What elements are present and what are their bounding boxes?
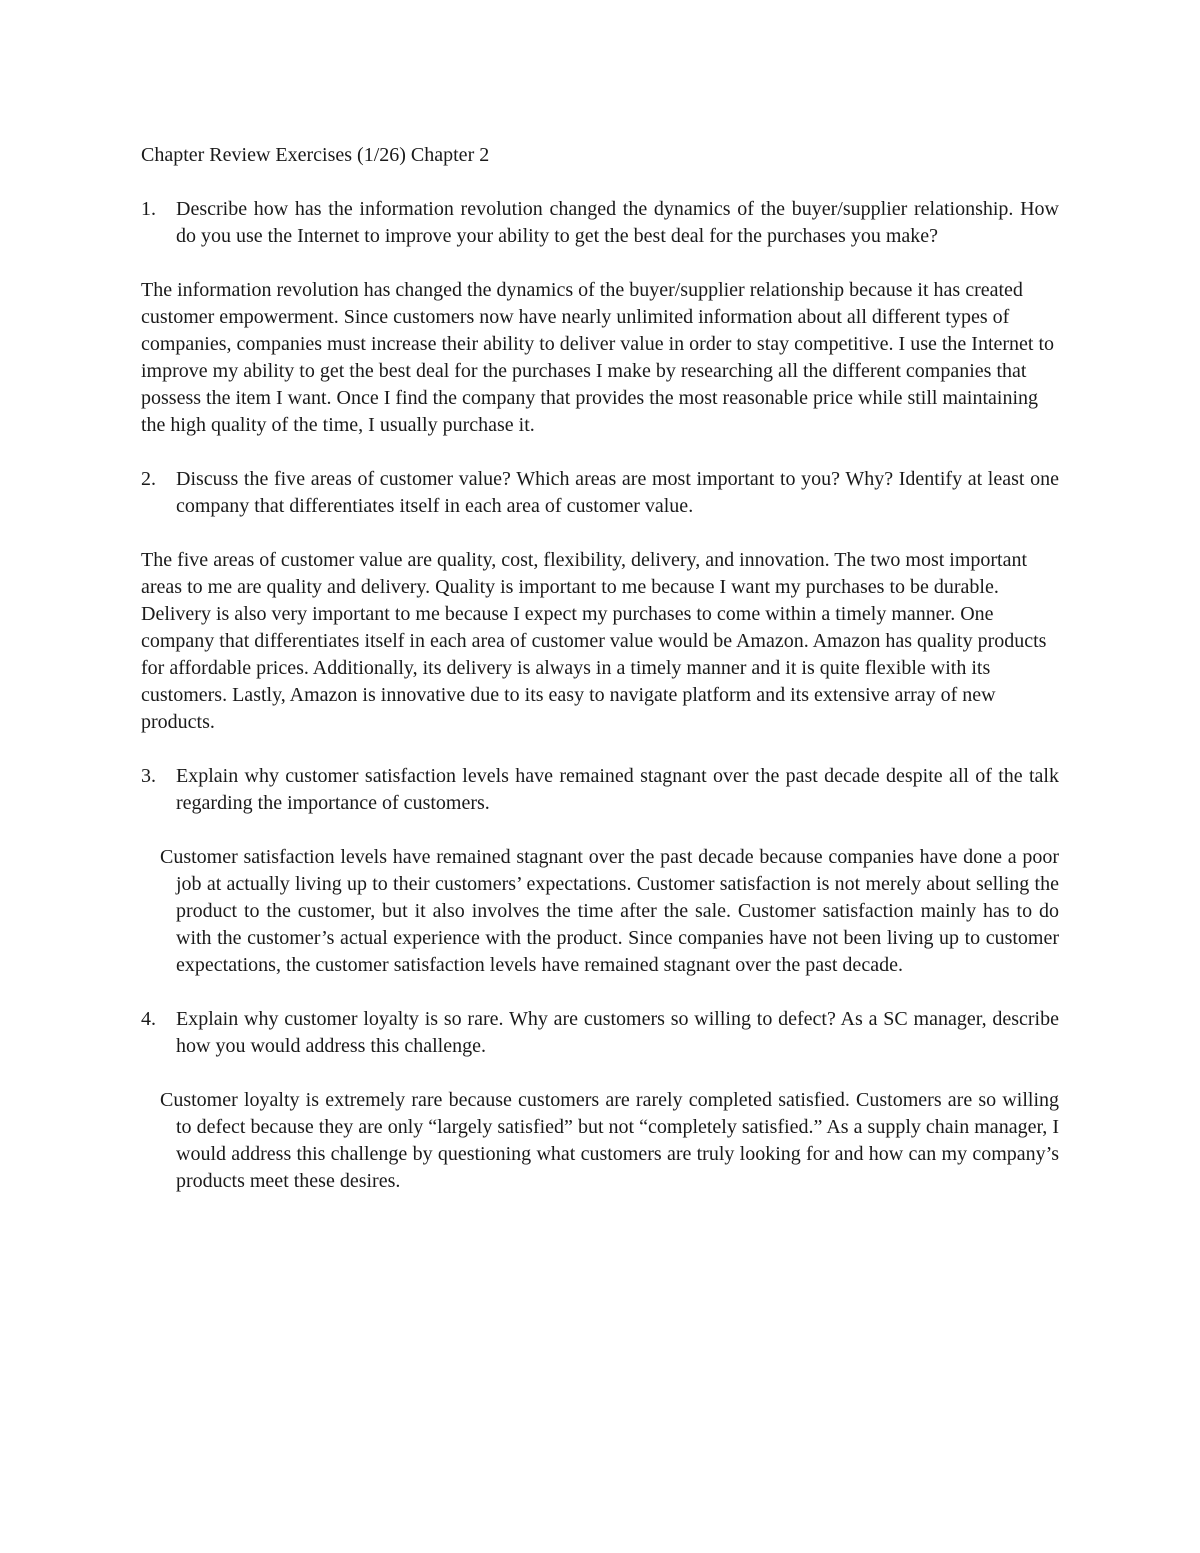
question-text: Describe how has the information revolution changed the dynamics of the buyer/supplier relationship. How do you use the Internet to improve your ability to get the best deal for the purchases you make? <box>176 198 1059 247</box>
document-body <box>141 142 1059 1222</box>
document-title: Chapter Review Exercises (1/26) Chapter 2 <box>141 144 490 166</box>
question-number: 2. <box>141 468 156 490</box>
question-3 <box>141 763 1059 817</box>
answer-4: Customer loyalty is extremely rare because customers are rarely completed satisfied. Customers are so willing to defect because they are only “largely satisfied” but not “completely satisfied.” As a supply chain manager, I would address this challenge by questioning what customers are truly looking for and how can my company’s products meet these desires. <box>160 1089 1059 1192</box>
question-text: Explain why customer satisfaction levels have remained stagnant over the past decade despite all of the talk regarding the importance of customers. <box>176 765 1059 814</box>
question-text: Explain why customer loyalty is so rare. Why are customers so willing to defect? As a SC manager, describe how you would address this challenge. <box>176 1008 1059 1057</box>
answer-1: The information revolution has changed the dynamics of the buyer/supplier relationship because it has created customer empowerment. Since customers now have nearly unlimited information about all different types of companies, companies must increase their ability to deliver value in order to stay competitive. I use the Internet to improve my ability to get the best deal for the purchases I make by researching all the different companies that possess the item I want. Once I find the company that provides the most reasonable price while still maintaining the high quality of the time, I usually purchase it. <box>141 279 1055 436</box>
question-4 <box>141 1006 1059 1060</box>
question-number: 4. <box>141 1008 156 1030</box>
question-1 <box>141 196 1059 250</box>
question-number: 3. <box>141 765 156 787</box>
question-2 <box>141 466 1059 520</box>
answer-2: The five areas of customer value are quality, cost, flexibility, delivery, and innovation. The two most important areas to me are quality and delivery. Quality is important to me because I want my purchases to be durable. Delivery is also very important to me because I expect my purchases to come within a timely manner. One company that differentiates itself in each area of customer value would be Amazon. Amazon has quality products for affordable prices. Additionally, its delivery is always in a timely manner and it is quite flexible with its customers. Lastly, Amazon is innovative due to its easy to navigate platform and its extensive array of new products. <box>141 549 1047 733</box>
question-text: Discuss the five areas of customer value? Which areas are most important to you? Why? Identify at least one company that differentiates itself in each area of customer value. <box>176 468 1059 517</box>
answer-3: Customer satisfaction levels have remained stagnant over the past decade because companies have done a poor job at actually living up to their customers’ expectations. Customer satisfaction is not merely about selling the product to the customer, but it also involves the time after the sale. Customer satisfaction mainly has to do with the customer’s actual experience with the product. Since companies have not been living up to customer expectations, the customer satisfaction levels have remained stagnant over the past decade. <box>160 846 1059 976</box>
question-number: 1. <box>141 198 156 220</box>
